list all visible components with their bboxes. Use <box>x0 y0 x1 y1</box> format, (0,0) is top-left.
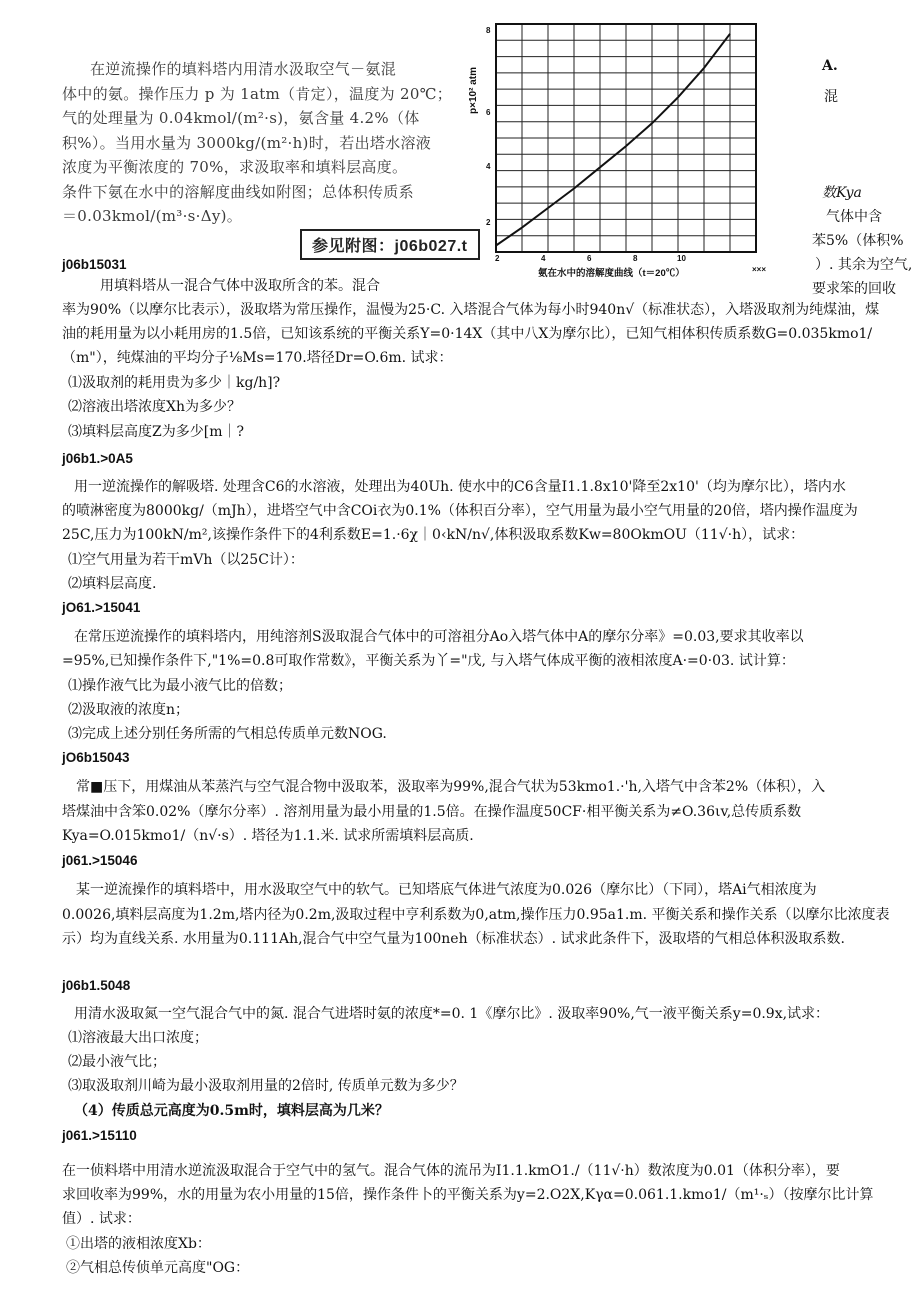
problem-1-line: 浓度为平衡浓度的 70%，求汲取率和填料层高度。 <box>62 158 408 176</box>
question-item: ⑶填料层高度Z为多少[m｜? <box>68 424 244 440</box>
chart-x-tick-label: 8 <box>633 254 638 263</box>
problem-paragraph-line: 的喷淋密度为8000kg/（mJh），进塔空气中含COi衣为0.1%（体积百分率），空气用量为最小空气用量的20倍，塔内操作温度为 <box>62 503 858 519</box>
side-text-kya: 数Kya <box>822 185 862 201</box>
problem-code: j06b1.5048 <box>62 978 131 993</box>
side-text-recovery: 要求笨的回收 <box>812 281 896 297</box>
figure-reference-code: j06b027.t <box>394 238 468 255</box>
figure-reference-box <box>300 229 480 260</box>
question-item: ⑶取汲取剂川崎为最小汲取剂用量的2倍时, 传质单元数为多少？ <box>68 1078 464 1094</box>
side-text-mix: 混 <box>824 89 838 105</box>
side-text-gas: 气体中含 <box>826 209 882 225</box>
problem-paragraph-line: 用清水汲取氮一空气混合气中的氮. 混合气进塔时氨的浓度*=0. 1《摩尔比》. 汲取率90%,气一液平衡关系y=0.9x,试求： <box>74 1006 830 1022</box>
question-item: ⑵最小液气比； <box>68 1054 166 1070</box>
chart-x-axis-caption: 氨在水中的溶解度曲线（t＝20℃） <box>538 268 685 279</box>
question-item: ⑴溶液最大出口浓度； <box>68 1030 208 1046</box>
chart-y-tick-label: 6 <box>486 108 491 117</box>
problem-paragraph-line: 率为90%（以摩尔比表示），汲取塔为常压操作，温慢为25·C. 入塔混合气体为每小时940n√（标准状态），入塔汲取剂为纯煤油，煤 <box>62 302 880 318</box>
chart-series-line <box>496 34 730 246</box>
question-item: ⑵填料层高度. <box>68 576 157 592</box>
problem-paragraph-line: 25C,压力为100kN/m²,该操作条件下的4利系数E=1.·6χ｜0‹kN/n√,体积汲取系数Kw=80OkmOU（11√·h），试求： <box>62 527 805 543</box>
chart-x-tick-label: 4 <box>541 254 546 263</box>
question-item: ⑵汲取液的浓度n； <box>68 702 190 718</box>
problem-paragraph-line: 油的耗用量为以小耗用房的1.5倍，已知该系统的平衡关系Y=0·14X（其中八X为摩尔比），已知气相体积传质系数G=0.035kmo1/ <box>62 326 873 342</box>
chart-x-tick-label: 2 <box>495 254 500 263</box>
problem-1-line: ＝0.03kmol/(m³·s·Δy)。 <box>62 207 243 225</box>
figure-reference-label: 参见附图： <box>312 238 395 255</box>
chart-x-unit: ××× <box>752 265 767 274</box>
side-text-air: ）. 其余为空气, <box>815 257 913 273</box>
problem-paragraph-line: 常■压下，用煤油从苯蒸汽与空气混合物中汲取苯，汲取率为99%,混合气状为53kmo1.·'h,入塔气中含苯2%（体积），入 <box>76 779 826 795</box>
question-item: ⑴汲取剂的耗用贵为多少｜kg/h]? <box>68 375 281 391</box>
problem-code: j06b1.>0A5 <box>62 451 133 466</box>
chart-y-tick-label: 2 <box>486 218 491 227</box>
problem-paragraph-line: 示）均为直线关系. 水用量为0.111Ah,混合气中空气量为100neh（标准状态）. 试求此条件下，汲取塔的气相总体积汲取系数. <box>62 931 845 947</box>
problem-paragraph-line: 某一逆流操作的填料塔中，用水汲取空气中的软气。已知塔底气体进气浓度为0.026（摩尔比）（下同），塔Ai气相浓度为 <box>76 882 817 898</box>
chart-y-axis-title: p×10² atm <box>468 67 479 114</box>
problem-paragraph-line: 求回收率为99%，水的用量为农小用量的15倍，操作条件卜的平衡关系为y=2.O2X,Kγα=0.061.1.kmo1/（m¹·ₛ）（按摩尔比计算 <box>62 1187 874 1203</box>
problem-paragraph-line: 在常压逆流操作的填料塔内，用纯溶剂S汲取混合气体中的可溶祖分Ao入塔气体中A的摩尔分率》=0.03,要求其收率以 <box>74 629 804 645</box>
chart-x-tick-label: 6 <box>587 254 592 263</box>
problem-paragraph-line: 0.0026,填料层高度为1.2m,塔内径为0.2m,汲取过程中亨利系数为0,atm,操作压力0.95a1.m. 平衡关系和操作关系（以摩尔比浓度表 <box>62 907 890 923</box>
problem-code: j061.>15046 <box>62 853 138 868</box>
question-item: ⑶完成上述分别任务所需的气相总传质单元数NOG. <box>68 726 387 742</box>
chart-y-tick-label: 4 <box>486 162 491 171</box>
chart-x-tick-label: 10 <box>677 254 686 263</box>
problem-1-line: 气的处理量为 0.04kmol/(m²·s)，氨含量 4.2%（体 <box>62 109 420 127</box>
problem-paragraph-line: 在一侦料塔中用清水逆流汲取混合于空气中的氢气。混合气体的流吊为I1.1.kmO1./（11√·h）数浓度为0.01（体积分率），要 <box>62 1163 840 1179</box>
problem-paragraph-line: 塔煤油中含笨0.02%（摩尔分率）. 溶剂用量为最小用量的1.5倍。在操作温度50CF·相平衡关系为≠O.36ιv,总传质系数 <box>62 804 802 820</box>
chart-plot <box>466 16 786 286</box>
solubility-chart <box>466 16 786 286</box>
problem-1-line: 条件下氨在水中的溶解度曲线如附图；总体积传质系 <box>62 182 414 201</box>
question-item: ⑴空气用量为若干mVh（以25C计）： <box>68 552 304 568</box>
question-item: （4）传质总元高度为0.5m时，填料层高为几米？ <box>74 1103 389 1119</box>
problem-paragraph-line: 值）. 试求： <box>62 1211 141 1227</box>
chart-y-tick-label: 8 <box>486 26 491 35</box>
side-label-a: A. <box>822 58 838 74</box>
side-text-benzene: 苯5%（体积% <box>812 233 904 249</box>
question-item: ①出塔的液相浓度Xb： <box>66 1236 211 1252</box>
problem-paragraph-line: 用一逆流操作的解吸塔. 处理含C6的水溶液，处理出为40Uh. 使水中的C6含量I1.1.8x10'降至2x10'（均为摩尔比），塔内水 <box>74 479 846 495</box>
problem-paragraph-line: 用填料塔从一混合气体中汲取所含的苯。混合 <box>100 278 380 294</box>
problem-code: jO61.>15041 <box>62 600 141 615</box>
problem-1-line: 体中的氨。操作压力 p 为 1atm（肯定），温度为 20℃； <box>62 84 453 103</box>
problem-1-text <box>62 57 462 229</box>
problem-paragraph-line: =95%,已知操作条件下,"1%=0.8可取作常数》，平衡关系为丫="戊, 与入塔气体成平衡的液相浓度A·=0·03. 试计算： <box>62 653 795 669</box>
problem-1-line: 积%）。当用水量为 3000kg/(m²·h)时，若出塔水溶液 <box>62 133 432 152</box>
question-item: ⑴操作液气比为最小液气比的倍数； <box>68 678 292 694</box>
question-item: ⑵溶液出塔浓度Xh为多少？ <box>68 399 241 415</box>
problem-paragraph-line: （m"），纯煤油的平均分子⅛Ms=170.塔径Dr=O.6m. 试求： <box>62 350 453 366</box>
question-item: ②气相总传侦单元高度"OG： <box>66 1260 250 1276</box>
problem-paragraph-line: Kya=O.015kmo1/（n√·s）. 塔径为1.1.米. 试求所需填料层高质. <box>62 828 474 844</box>
problem-1-line: 在逆流操作的填料塔内用清水汲取空气－氨混 <box>90 60 397 78</box>
problem-code: jO6b15043 <box>62 750 130 765</box>
problem-code: j06b15031 <box>62 257 127 272</box>
problem-code: j061.>15110 <box>62 1128 137 1143</box>
